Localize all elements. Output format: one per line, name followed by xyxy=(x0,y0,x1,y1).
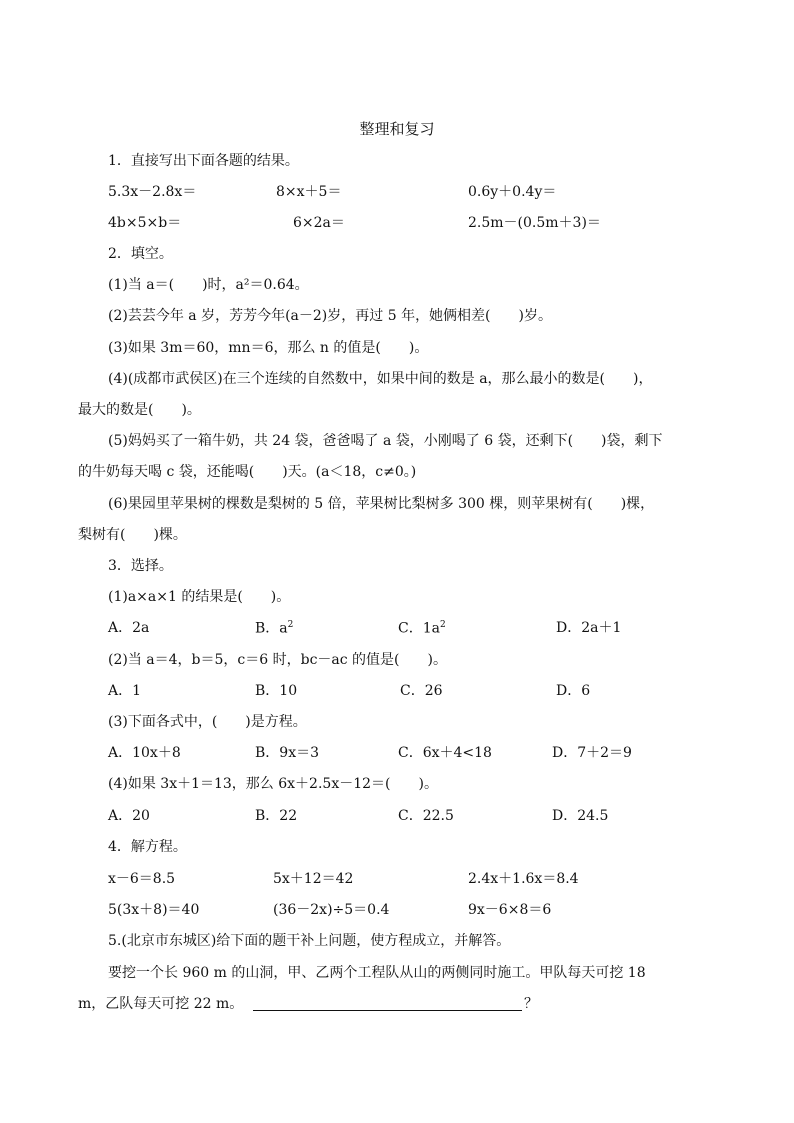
q5-heading: 5.(北京市东城区)给下面的题干补上问题，使方程成立，并解答。 xyxy=(108,933,511,949)
q1-item: 6×2a＝ xyxy=(293,215,345,231)
page-title: 整理和复习 xyxy=(359,120,435,138)
q2-part-4-line2: 最大的数是( )。 xyxy=(78,402,201,418)
q5-text-line1: 要挖一个长 960 m 的山洞，甲、乙两个工程队从山的两侧同时施工。甲队每天可挖 18 xyxy=(108,965,646,981)
q3-stem-1: (1)a×a×1 的结果是( )。 xyxy=(108,589,291,605)
q1-heading: 1．直接写出下面各题的结果。 xyxy=(108,153,299,169)
q3-stem-3: (3)下面各式中，( )是方程。 xyxy=(108,714,307,730)
q3-2-option-d: D．6 xyxy=(556,683,591,699)
q4-equation: (36－2x)÷5＝0.4 xyxy=(273,902,390,918)
q4-equation: 5(3x＋8)＝40 xyxy=(108,902,200,918)
q3-4-option-c: C．22.5 xyxy=(398,808,454,824)
q3-3-option-d: D．7＋2＝9 xyxy=(552,745,632,761)
q2-part-5-line2: 的牛奶每天喝 c 袋，还能喝( )天。(a＜18，c≠0。) xyxy=(78,464,417,480)
q3-1-option-a: A．2a xyxy=(108,620,150,636)
q2-part-4-line1: (4)(成都市武侯区)在三个连续的自然数中，如果中间的数是 a，那么最小的数是( )， xyxy=(108,371,653,387)
q3-stem-2: (2)当 a＝4，b＝5，c＝6 时，bc－ac 的值是( )。 xyxy=(108,652,447,668)
q3-4-option-d: D．24.5 xyxy=(552,808,609,824)
q3-3-option-b: B．9x＝3 xyxy=(255,745,319,761)
q3-4-option-a: A．20 xyxy=(108,808,150,824)
q1-item: 8×x＋5＝ xyxy=(276,184,342,200)
answer-blank[interactable] xyxy=(253,1010,522,1011)
q1-item: 0.6y＋0.4y＝ xyxy=(468,184,557,200)
q3-heading: 3．选择。 xyxy=(108,558,173,574)
q4-equation: 9x－6×8＝6 xyxy=(468,902,552,918)
q3-1-option-c: C．$1a^2$ xyxy=(398,620,446,637)
q1-item: 5.3x－2.8x＝ xyxy=(108,184,197,200)
question-mark: ？ xyxy=(524,996,538,1012)
q1-item: 4b×5×b＝ xyxy=(108,215,182,231)
q2-part-6-line2: 梨树有( )棵。 xyxy=(78,527,187,543)
q5-text-line2: m，乙队每天可挖 22 m。 xyxy=(78,996,244,1012)
q3-1-option-d: D．2a＋1 xyxy=(556,620,622,636)
q4-equation: 2.4x＋1.6x＝8.4 xyxy=(468,871,579,887)
q2-part-5-line1: (5)妈妈买了一箱牛奶，共 24 袋，爸爸喝了 a 袋，小刚喝了 6 袋，还剩下( )袋，剩下 xyxy=(108,433,663,449)
q4-heading: 4．解方程。 xyxy=(108,839,187,855)
q2-part-2: (2)芸芸今年 a 岁，芳芳今年(a－2)岁，再过 5 年，她俩相差( )岁。 xyxy=(108,308,552,324)
q3-2-option-a: A．1 xyxy=(108,683,142,699)
q3-4-option-b: B．22 xyxy=(255,808,298,824)
q4-equation: x－6＝8.5 xyxy=(108,871,176,887)
q2-part-3: (3)如果 3m＝60，mn＝6，那么 n 的值是( )。 xyxy=(108,340,429,356)
q3-3-option-c: C．6x＋4<18 xyxy=(398,745,492,761)
q3-stem-4: (4)如果 3x＋1＝13，那么 6x＋2.5x－12＝( )。 xyxy=(108,776,438,792)
q3-2-option-c: C．26 xyxy=(400,683,443,699)
q2-part-6-line1: (6)果园里苹果树的棵数是梨树的 5 倍，苹果树比梨树多 300 棵，则苹果树有( )棵， xyxy=(108,496,655,512)
q4-equation: 5x＋12＝42 xyxy=(273,871,354,887)
q2-part-1: (1)当 a＝( )时，a²＝0.64。 xyxy=(108,277,309,293)
q1-item: 2.5m－(0.5m＋3)＝ xyxy=(468,215,601,231)
q3-3-option-a: A．10x＋8 xyxy=(108,745,181,761)
q3-1-option-b: B．$a^2$ xyxy=(255,620,294,637)
q3-2-option-b: B．10 xyxy=(255,683,298,699)
q2-heading: 2．填空。 xyxy=(108,246,173,262)
